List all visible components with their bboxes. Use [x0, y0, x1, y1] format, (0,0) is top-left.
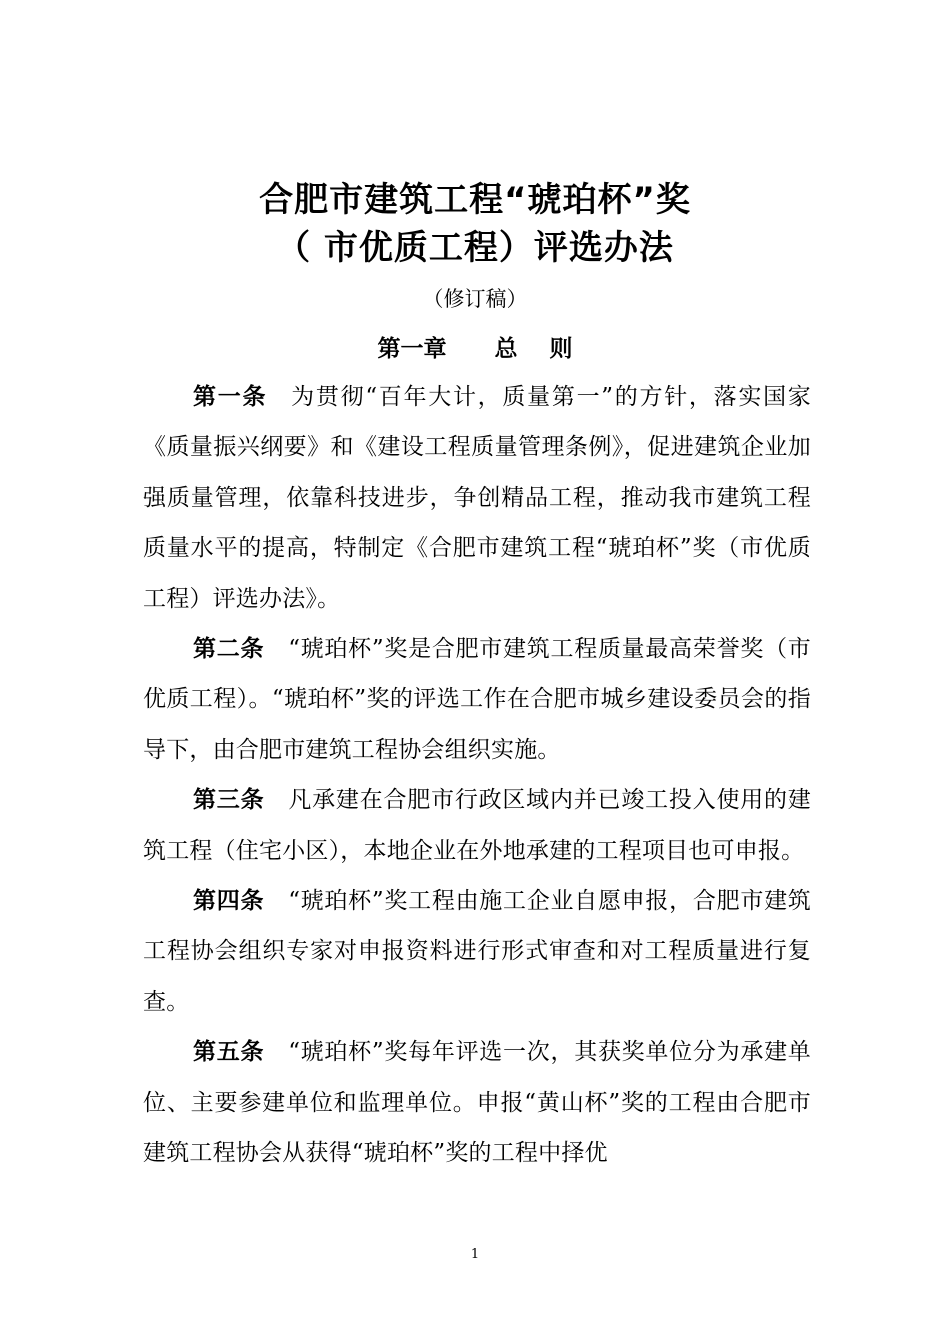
- page-number: 1: [470, 1247, 480, 1262]
- article-text: 为贯彻“百年大计，质量第一”的方针，落实国家《质量振兴纲要》和《建设工程质量管理条例》，促进建筑企业加强质量管理，依靠科技进步，争创精品工程，推动我市建筑工程质量水平的提高，特制定《合肥市建筑工程“琥珀杯”奖（市优质工程）评选办法》。: [143, 384, 811, 612]
- document-subtitle: （修订稿）: [422, 287, 528, 311]
- chapter-heading: 第一章 总 则: [377, 336, 573, 362]
- article-text: “琥珀杯”奖每年评选一次，其获奖单位分为承建单位、主要参建单位和监理单位。申报“黄山杯”奖的工程由合肥市建筑工程协会从获得“琥珀杯”奖的工程中择优: [143, 1039, 811, 1167]
- article-text: “琥珀杯”奖是合肥市建筑工程质量最高荣誉奖（市优质工程）。“琥珀杯”奖的评选工作在合肥市城乡建设委员会的指导下，由合肥市建筑工程协会组织实施。: [143, 636, 811, 763]
- document-body: [143, 372, 811, 1179]
- article-3: [143, 775, 811, 876]
- article-1: [143, 372, 811, 624]
- article-5: [143, 1027, 811, 1178]
- article-4: [143, 876, 811, 1027]
- article-label: 第一条: [193, 384, 268, 410]
- article-label: 第三条: [193, 787, 265, 814]
- article-text: 凡承建在合肥市行政区域内并已竣工投入使用的建筑工程（住宅小区），本地企业在外地承建的工程项目也可申报。: [143, 787, 811, 864]
- document-title-line1: 合肥市建筑工程“琥珀杯”奖: [259, 180, 691, 220]
- article-label: 第四条: [193, 888, 265, 915]
- article-label: 第五条: [193, 1039, 265, 1066]
- article-label: 第二条: [193, 636, 265, 663]
- article-text: “琥珀杯”奖工程由施工企业自愿申报，合肥市建筑工程协会组织专家对申报资料进行形式审查和对工程质量进行复查。: [143, 888, 811, 1015]
- article-2: [143, 624, 811, 775]
- document-title-line2: （ 市优质工程）评选办法: [276, 228, 674, 268]
